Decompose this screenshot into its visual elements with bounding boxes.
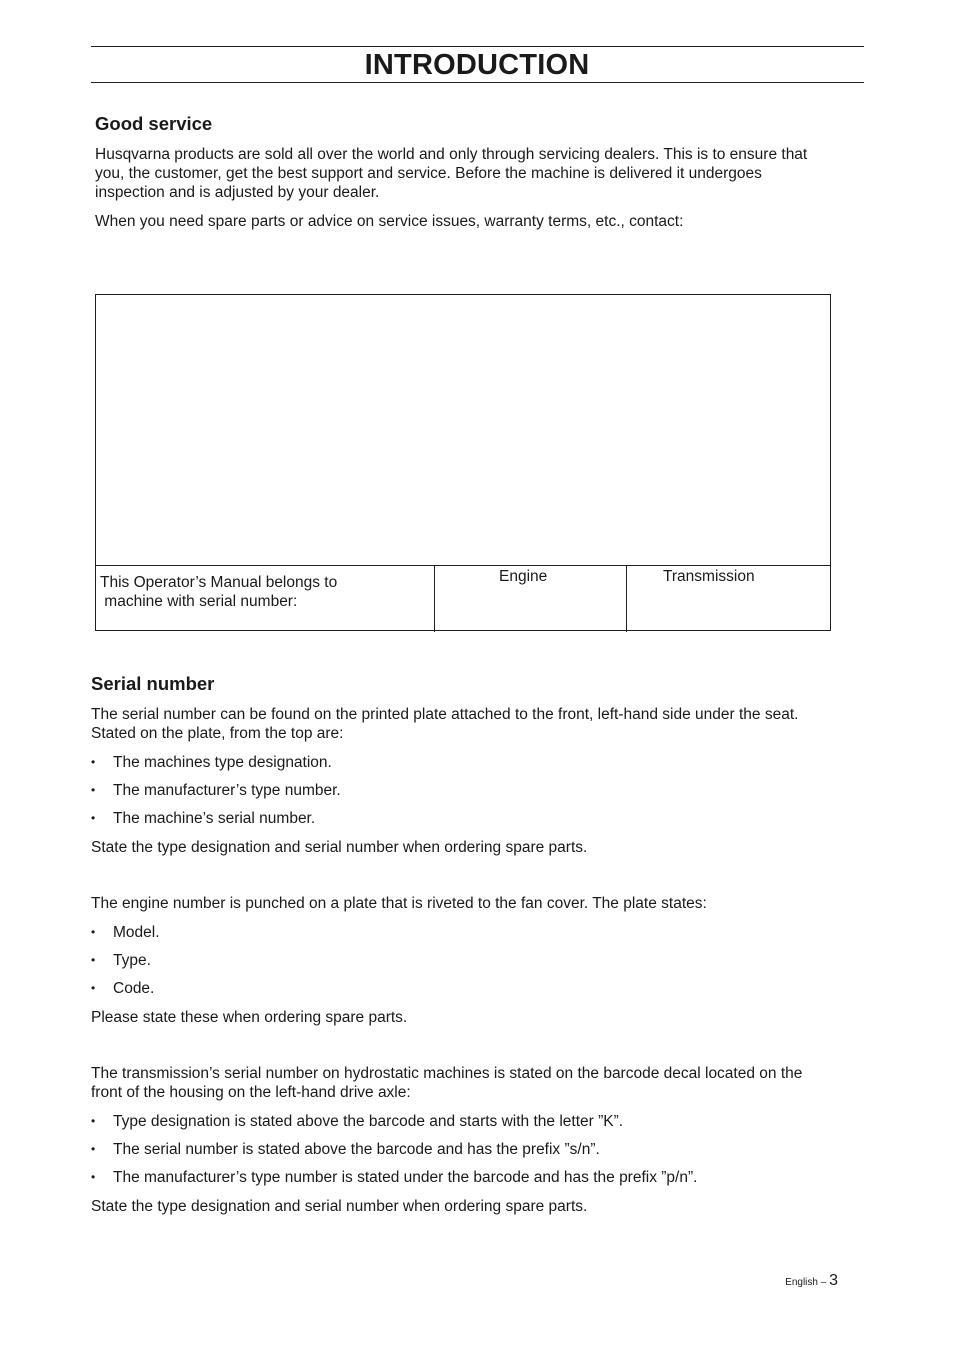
bullet-icon: •: [91, 953, 96, 967]
bullet-icon: •: [91, 925, 96, 939]
owner-label-line: This Operator’s Manual belongs to: [100, 574, 338, 591]
serial-number-heading: Serial number: [91, 673, 215, 694]
owner-label-line: machine with serial number:: [100, 593, 298, 610]
bullet-icon: •: [91, 1114, 96, 1128]
page-number: 3: [829, 1272, 838, 1289]
serial-intro-paragraph: [91, 705, 798, 743]
good-service-paragraph: [95, 145, 807, 202]
good-service-heading: Good service: [95, 113, 213, 134]
transmission-intro: [91, 1064, 802, 1102]
text-line: The serial number can be found on the printed plate attached to the front, left-hand side under the seat.: [91, 706, 799, 723]
bullet-icon: •: [91, 755, 96, 769]
transmission-serial-cell: [626, 566, 833, 632]
footer-language: English –: [785, 1277, 830, 1288]
dealer-contact-box: [95, 294, 831, 631]
serial-info-row: [96, 565, 830, 632]
text-line: Stated on the plate, from the top are:: [91, 725, 344, 742]
page-title: INTRODUCTION: [364, 49, 590, 81]
header-rule-top: [91, 46, 864, 47]
text-line: you, the customer, get the best support and service. Before the machine is delivered it undergoes: [95, 165, 762, 182]
bullet-icon: •: [91, 981, 96, 995]
contact-paragraph: When you need spare parts or advice on service issues, warranty terms, etc., contact:: [95, 213, 684, 230]
plate-note: State the type designation and serial number when ordering spare parts.: [91, 839, 588, 856]
owner-serial-cell: [96, 566, 434, 632]
bullet-icon: •: [91, 1142, 96, 1156]
engine-note: Please state these when ordering spare parts.: [91, 1009, 408, 1026]
text-line: inspection and is adjusted by your dealer.: [95, 184, 380, 201]
text-line: The transmission’s serial number on hydrostatic machines is stated on the barcode decal located on the: [91, 1065, 803, 1082]
engine-intro: The engine number is punched on a plate that is riveted to the fan cover. The plate states:: [91, 895, 707, 912]
bullet-icon: •: [91, 1170, 96, 1184]
bullet-icon: •: [91, 783, 96, 797]
header-rule-bottom: [91, 82, 864, 83]
bullet-icon: •: [91, 811, 96, 825]
text-line: Husqvarna products are sold all over the world and only through servicing dealers. This is to ensure that: [95, 146, 808, 163]
text-line: front of the housing on the left-hand drive axle:: [91, 1084, 411, 1101]
transmission-note: State the type designation and serial number when ordering spare parts.: [91, 1198, 588, 1215]
transmission-label: Transmission: [663, 568, 755, 585]
page-footer: [785, 1272, 838, 1290]
engine-serial-cell: [434, 566, 626, 632]
engine-label: Engine: [499, 568, 548, 585]
